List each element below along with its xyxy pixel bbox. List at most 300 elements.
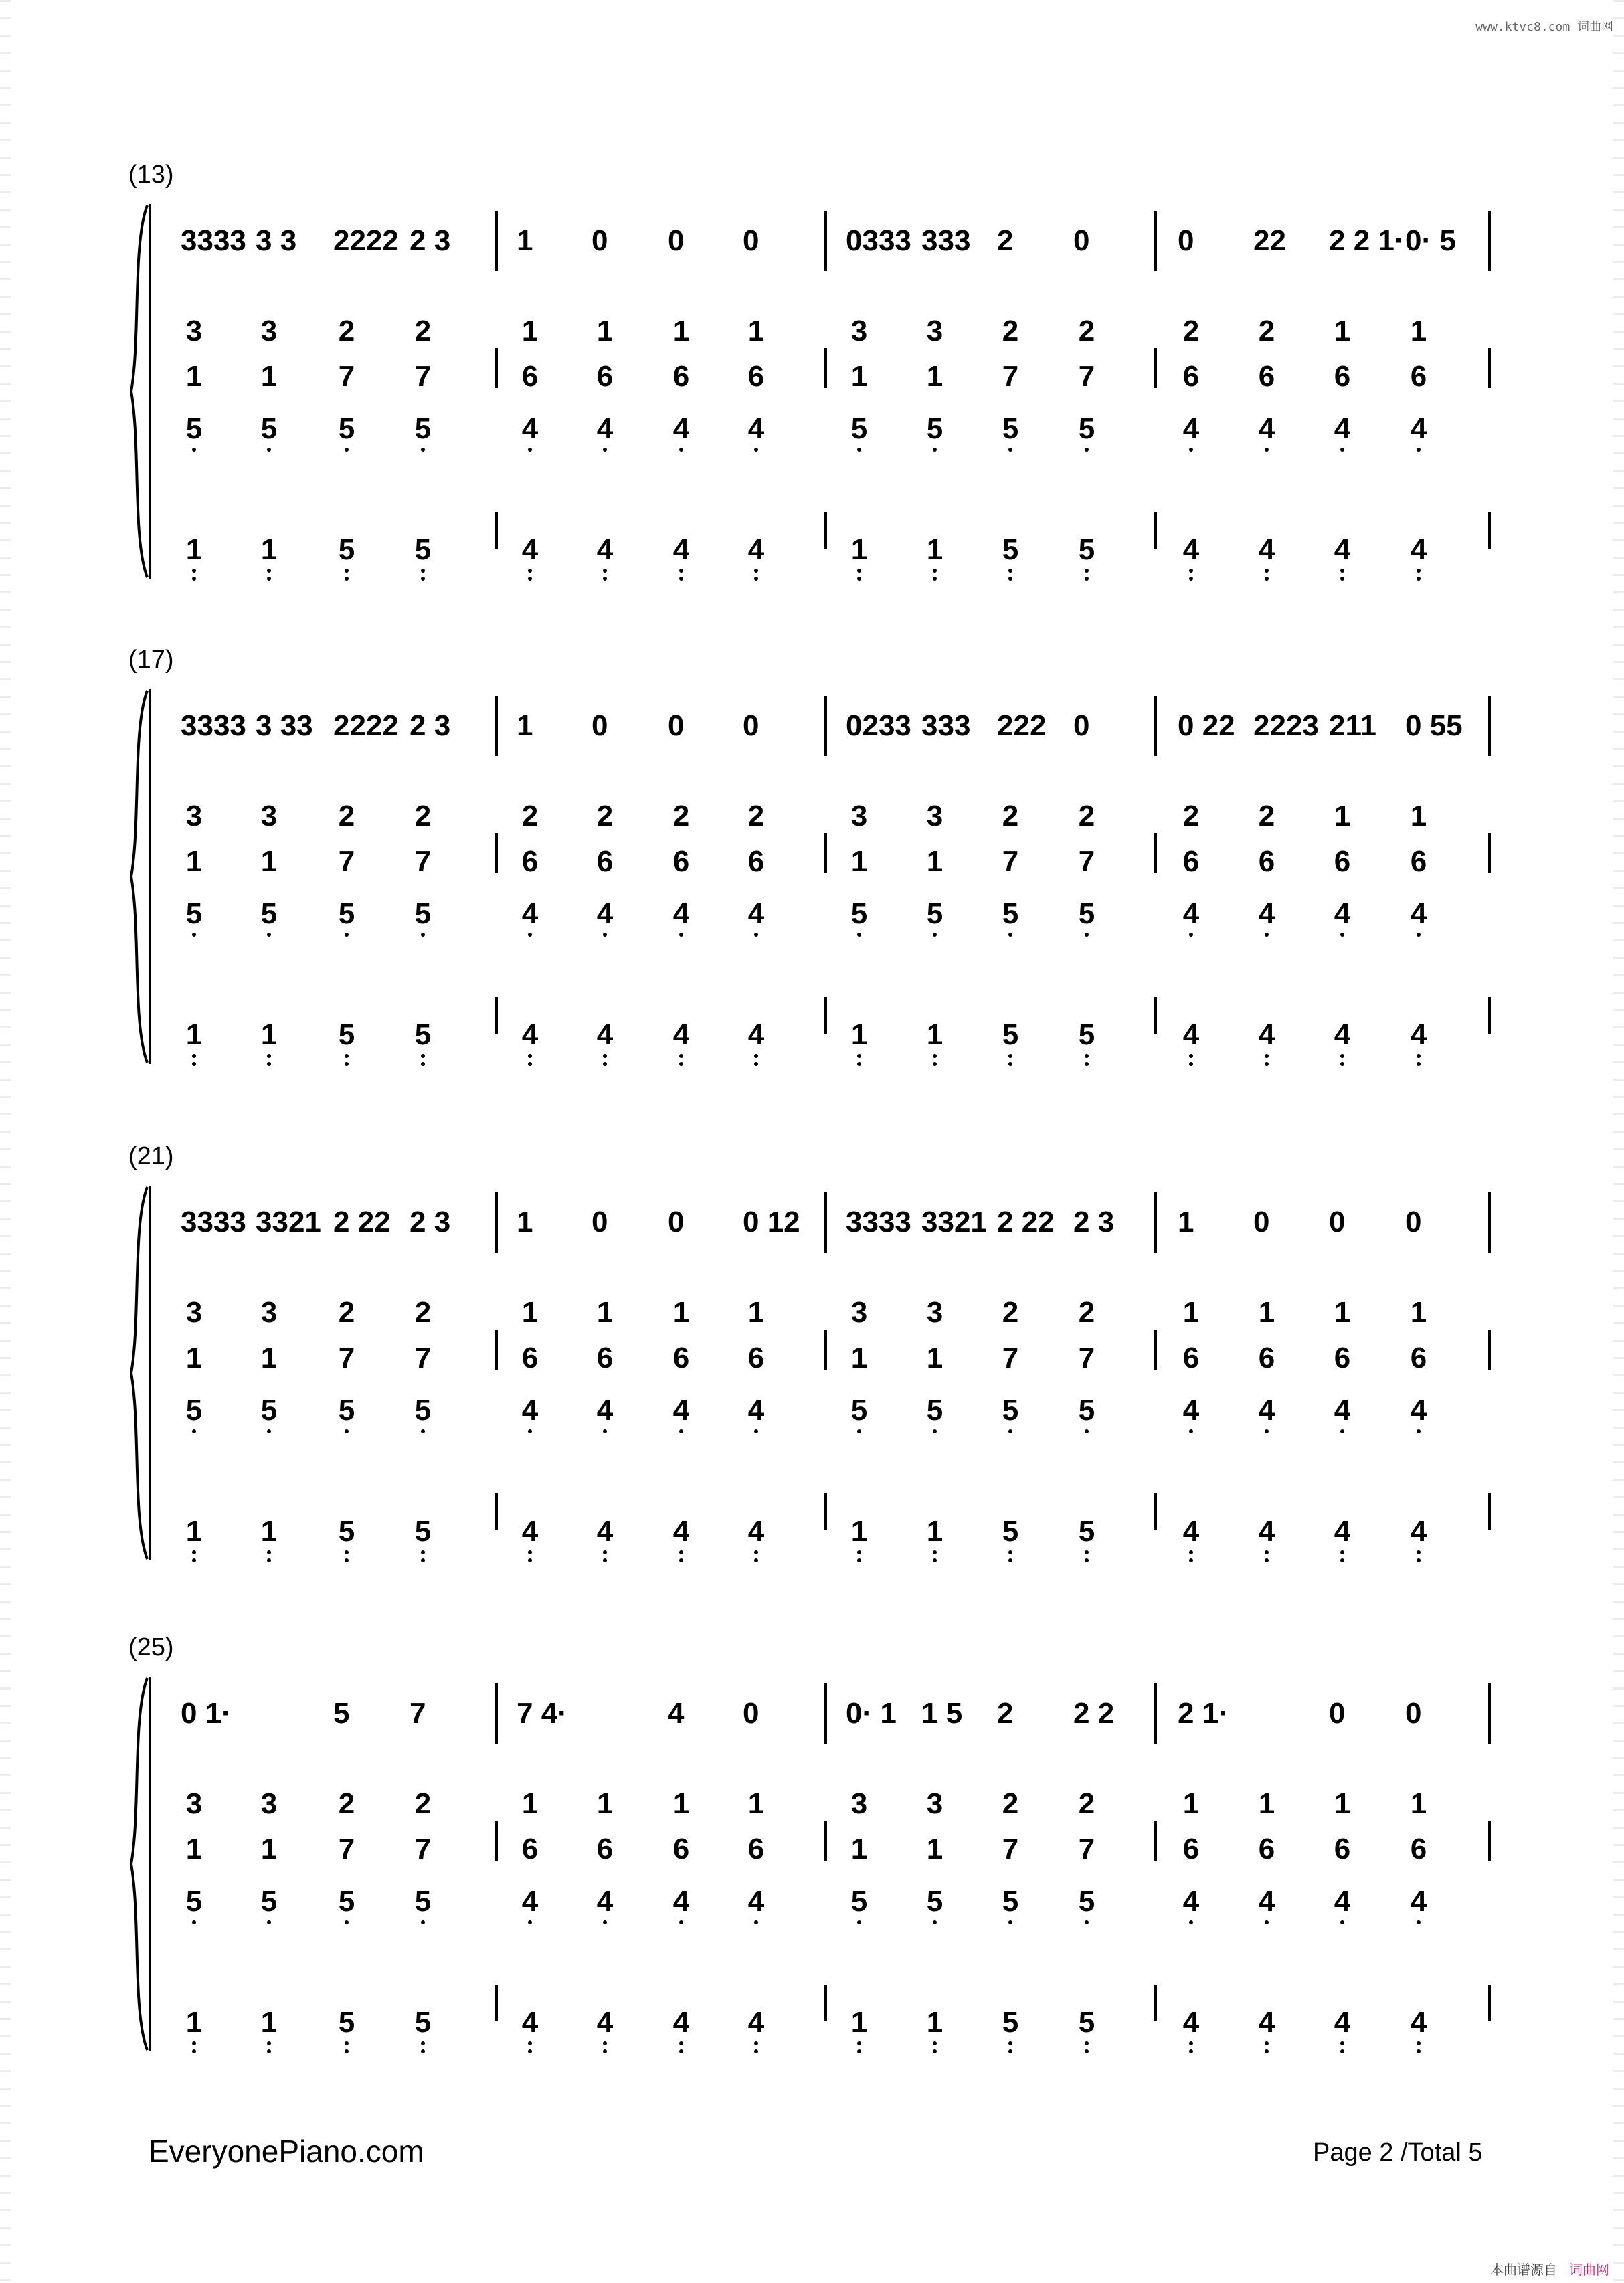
octave-dot [421, 933, 425, 937]
octave-dot [528, 1558, 532, 1562]
barline [824, 1192, 827, 1253]
octave-dot [754, 1558, 758, 1562]
chord_mid-note: 7 [1002, 1342, 1019, 1374]
octave-dot [1008, 1558, 1012, 1562]
barline [1154, 997, 1157, 1034]
chord_low-note: 5 [1002, 1394, 1019, 1427]
octave-dot [679, 933, 683, 937]
chord_low-note: 4 [1258, 412, 1275, 445]
chord_mid-note: 1 [850, 1342, 868, 1374]
melody-note: 0 [1405, 1697, 1422, 1730]
chord_top-note: 3 [260, 314, 278, 347]
octave-dot [421, 577, 425, 581]
chord_low-note: 4 [672, 897, 690, 930]
octave-dot [933, 2041, 937, 2045]
melody-note: 333 [921, 709, 971, 742]
barline [495, 211, 498, 271]
chord_mid-note: 6 [747, 1833, 765, 1865]
chord_top-note: 1 [1258, 1787, 1275, 1820]
octave-dot [679, 1429, 683, 1433]
melody-note: 222 [997, 709, 1047, 742]
octave-dot [1340, 1429, 1344, 1433]
octave-dot [267, 1920, 271, 1924]
bass-note: 4 [1182, 2006, 1200, 2039]
chord_low-note: 5 [926, 897, 943, 930]
octave-dot [933, 1429, 937, 1433]
octave-dot [933, 448, 937, 452]
bass-note: 4 [1334, 1018, 1351, 1051]
octave-dot [267, 2041, 271, 2045]
chord_top-note: 1 [596, 1787, 614, 1820]
chord_mid-note: 6 [1334, 1342, 1351, 1374]
octave-dot [1417, 1550, 1421, 1554]
bass-note: 4 [1258, 2006, 1275, 2039]
bass-note: 5 [1078, 533, 1095, 566]
chord_low-note: 4 [1258, 897, 1275, 930]
bass-note: 1 [260, 1515, 278, 1548]
chord_low-note: 5 [1078, 1394, 1095, 1427]
octave-dot [192, 569, 196, 573]
octave-dot [603, 1429, 607, 1433]
barline [495, 1493, 498, 1530]
barline [495, 1192, 498, 1253]
octave-dot [754, 2049, 758, 2053]
bass-note: 5 [338, 533, 355, 566]
octave-dot [679, 1920, 683, 1924]
bass-note: 4 [1182, 1515, 1200, 1548]
melody-note: 2 [997, 1697, 1014, 1730]
octave-dot [1340, 1054, 1344, 1058]
bass-note: 5 [338, 1018, 355, 1051]
chord_mid-note: 6 [672, 1833, 690, 1865]
bass-note: 1 [850, 1018, 868, 1051]
bottom-watermark [1490, 2259, 1609, 2278]
octave-dot [528, 1429, 532, 1433]
barline [495, 696, 498, 756]
bass-note: 4 [1334, 533, 1351, 566]
melody-note: 0· 5 [1405, 224, 1456, 257]
octave-dot [345, 2041, 349, 2045]
octave-dot [528, 933, 532, 937]
melody-note: 1 [1178, 1206, 1194, 1239]
octave-dot [1417, 1920, 1421, 1924]
octave-dot [345, 1920, 349, 1924]
barline [1154, 696, 1157, 756]
chord_low-note: 5 [1078, 412, 1095, 445]
octave-dot [1265, 933, 1269, 937]
melody-note: 0 [592, 709, 608, 742]
octave-dot [421, 448, 425, 452]
chord_mid-note: 1 [926, 1833, 943, 1865]
chord_top-note: 2 [1078, 800, 1095, 832]
barline [495, 1985, 498, 2021]
chord_mid-note: 7 [414, 845, 432, 878]
octave-dot [1417, 577, 1421, 581]
octave-dot [754, 933, 758, 937]
octave-dot [528, 1550, 532, 1554]
chord_top-note: 1 [747, 314, 765, 347]
chord_top-note: 2 [338, 1787, 355, 1820]
octave-dot [1340, 1550, 1344, 1554]
octave-dot [267, 577, 271, 581]
top-watermark: www.ktvc8.com 词曲网 [1475, 20, 1613, 34]
bass-note: 4 [1334, 1515, 1351, 1548]
chord_mid-note: 6 [1182, 1833, 1200, 1865]
octave-dot [1008, 1920, 1012, 1924]
octave-dot [933, 577, 937, 581]
melody-note: 2 [997, 224, 1014, 257]
melody-note: 0 [1329, 1697, 1346, 1730]
bass-note: 4 [596, 533, 614, 566]
bass-note: 5 [414, 2006, 432, 2039]
chord_low-note: 4 [1410, 412, 1427, 445]
octave-dot [679, 1054, 683, 1058]
bass-note: 1 [260, 533, 278, 566]
octave-dot [857, 1558, 861, 1562]
bottom-watermark-right: 词曲网 [1569, 2263, 1609, 2278]
octave-dot [1265, 569, 1269, 573]
octave-dot [192, 933, 196, 937]
octave-dot [1008, 569, 1012, 573]
chord_low-note: 5 [850, 1885, 868, 1918]
barline [824, 997, 827, 1034]
melody-note: 0· 1 [846, 1697, 897, 1730]
barline [495, 1821, 498, 1861]
bass-note: 1 [260, 1018, 278, 1051]
chord_top-note: 1 [747, 1787, 765, 1820]
chord_low-note: 5 [338, 412, 355, 445]
octave-dot [754, 448, 758, 452]
chord_mid-note: 1 [926, 845, 943, 878]
chord_mid-note: 6 [596, 360, 614, 393]
chord_low-note: 4 [747, 412, 765, 445]
chord_low-note: 5 [185, 897, 203, 930]
barline [824, 211, 827, 271]
chord_top-note: 2 [338, 800, 355, 832]
chord_top-note: 2 [414, 1296, 432, 1329]
chord_mid-note: 6 [521, 360, 539, 393]
barline [1488, 1821, 1491, 1861]
chord_top-note: 3 [185, 1296, 203, 1329]
octave-dot [933, 1062, 937, 1066]
chord_mid-note: 6 [1410, 1833, 1427, 1865]
melody-note: 2 3 [410, 709, 451, 742]
chord_mid-note: 7 [1002, 845, 1019, 878]
octave-dot [528, 1062, 532, 1066]
chord_low-note: 4 [747, 897, 765, 930]
chord_mid-note: 6 [672, 1342, 690, 1374]
chord_low-note: 5 [260, 1885, 278, 1918]
melody-note: 3333 [181, 1206, 246, 1239]
octave-dot [1085, 1550, 1089, 1554]
melody-note: 211 [1329, 709, 1376, 742]
chord_mid-note: 1 [185, 360, 203, 393]
chord_mid-note: 6 [1410, 845, 1427, 878]
octave-dot [1265, 577, 1269, 581]
chord_low-note: 5 [1078, 897, 1095, 930]
melody-note: 7 4· [517, 1697, 567, 1730]
barline [495, 997, 498, 1034]
octave-dot [267, 933, 271, 937]
chord_top-note: 3 [926, 800, 943, 832]
chord_mid-note: 6 [1334, 1833, 1351, 1865]
barline [1154, 1683, 1157, 1744]
melody-note: 333 [921, 224, 971, 257]
melody-note: 7 [410, 1697, 426, 1730]
octave-dot [1189, 1550, 1193, 1554]
chord_low-note: 5 [1002, 897, 1019, 930]
bass-note: 5 [338, 1515, 355, 1548]
octave-dot [1189, 1558, 1193, 1562]
chord_low-note: 5 [414, 1394, 432, 1427]
octave-dot [1417, 1062, 1421, 1066]
octave-dot [857, 933, 861, 937]
bass-note: 1 [260, 2006, 278, 2039]
octave-dot [1008, 933, 1012, 937]
chord_low-note: 5 [414, 897, 432, 930]
chord_top-note: 1 [1410, 1787, 1427, 1820]
octave-dot [1340, 2049, 1344, 2053]
octave-dot [603, 1558, 607, 1562]
barline [1488, 1683, 1491, 1744]
chord_low-note: 5 [338, 1885, 355, 1918]
bass-note: 4 [1258, 1515, 1275, 1548]
chord_low-note: 4 [1258, 1885, 1275, 1918]
chord_low-note: 4 [672, 412, 690, 445]
bass-note: 1 [850, 1515, 868, 1548]
melody-note: 4 [668, 1697, 685, 1730]
chord_top-note: 2 [338, 314, 355, 347]
system [0, 1633, 1624, 2065]
octave-dot [1265, 1558, 1269, 1562]
octave-dot [192, 448, 196, 452]
measure-number: (17) [128, 646, 174, 674]
system-brace [127, 689, 154, 1064]
chord_low-note: 4 [1334, 897, 1351, 930]
chord_low-note: 5 [850, 412, 868, 445]
melody-note: 0 [668, 709, 685, 742]
chord_mid-note: 1 [850, 360, 868, 393]
chord_top-note: 1 [1410, 800, 1427, 832]
octave-dot [1189, 577, 1193, 581]
chord_top-note: 3 [185, 1787, 203, 1820]
octave-dot [1265, 2041, 1269, 2045]
melody-note: 2 3 [1073, 1206, 1115, 1239]
chord_top-note: 1 [1410, 314, 1427, 347]
chord_top-note: 1 [521, 314, 539, 347]
chord_low-note: 4 [672, 1885, 690, 1918]
octave-dot [679, 577, 683, 581]
octave-dot [1189, 1062, 1193, 1066]
octave-dot [754, 1429, 758, 1433]
chord_top-note: 1 [1410, 1296, 1427, 1329]
chord_low-note: 4 [596, 1394, 614, 1427]
bass-note: 1 [926, 1515, 943, 1548]
melody-note: 2 1· [1178, 1697, 1229, 1730]
melody-note: 0 55 [1405, 709, 1463, 742]
chord_top-note: 3 [926, 314, 943, 347]
barline [1154, 512, 1157, 549]
octave-dot [1189, 933, 1193, 937]
bass-note: 1 [185, 1515, 203, 1548]
chord_low-note: 4 [1410, 1885, 1427, 1918]
octave-dot [345, 1429, 349, 1433]
octave-dot [754, 1062, 758, 1066]
octave-dot [1417, 2041, 1421, 2045]
measure-number: (25) [128, 1633, 174, 1661]
octave-dot [1340, 569, 1344, 573]
barline [1154, 348, 1157, 388]
octave-dot [345, 1550, 349, 1554]
chord_top-note: 1 [1334, 1296, 1351, 1329]
chord_mid-note: 1 [185, 1833, 203, 1865]
melody-note: 0 [592, 1206, 608, 1239]
chord_mid-note: 6 [596, 1833, 614, 1865]
melody-note: 5 [333, 1697, 350, 1730]
octave-dot [421, 1550, 425, 1554]
chord_mid-note: 1 [185, 845, 203, 878]
chord_low-note: 5 [1002, 1885, 1019, 1918]
octave-dot [1189, 2049, 1193, 2053]
octave-dot [192, 577, 196, 581]
octave-dot [857, 448, 861, 452]
system [0, 646, 1624, 1077]
bass-note: 5 [338, 2006, 355, 2039]
bass-note: 4 [521, 1018, 539, 1051]
octave-dot [1008, 1062, 1012, 1066]
octave-dot [267, 1062, 271, 1066]
octave-dot [857, 2049, 861, 2053]
octave-dot [528, 1920, 532, 1924]
bass-note: 1 [185, 533, 203, 566]
octave-dot [1417, 1558, 1421, 1562]
octave-dot [857, 1062, 861, 1066]
bottom-watermark-left: 本曲谱源自 [1490, 2263, 1557, 2278]
chord_mid-note: 6 [747, 360, 765, 393]
octave-dot [1008, 1429, 1012, 1433]
chord_mid-note: 6 [1258, 1342, 1275, 1374]
chord_top-note: 2 [747, 800, 765, 832]
system [0, 1142, 1624, 1574]
melody-note: 3333 [181, 224, 246, 257]
chord_top-note: 3 [926, 1787, 943, 1820]
octave-dot [933, 1550, 937, 1554]
octave-dot [421, 1054, 425, 1058]
chord_top-note: 1 [672, 1296, 690, 1329]
chord_mid-note: 7 [1078, 360, 1095, 393]
chord_mid-note: 7 [414, 1833, 432, 1865]
chord_top-note: 1 [747, 1296, 765, 1329]
octave-dot [679, 1062, 683, 1066]
octave-dot [603, 1062, 607, 1066]
bass-note: 5 [1002, 1515, 1019, 1548]
barline [824, 696, 827, 756]
octave-dot [857, 569, 861, 573]
octave-dot [1417, 2049, 1421, 2053]
chord_top-note: 3 [926, 1296, 943, 1329]
octave-dot [603, 933, 607, 937]
chord_low-note: 4 [521, 897, 539, 930]
octave-dot [421, 1920, 425, 1924]
octave-dot [1008, 2041, 1012, 2045]
melody-note: 0 1· [181, 1697, 232, 1730]
chord_top-note: 1 [1334, 314, 1351, 347]
octave-dot [1085, 1429, 1089, 1433]
melody-note: 3333 [846, 1206, 911, 1239]
chord_mid-note: 7 [338, 1342, 355, 1374]
octave-dot [528, 448, 532, 452]
chord_top-note: 2 [1002, 1787, 1019, 1820]
octave-dot [345, 2049, 349, 2053]
octave-dot [1340, 1062, 1344, 1066]
barline [495, 512, 498, 549]
chord_low-note: 5 [926, 1885, 943, 1918]
octave-dot [528, 2049, 532, 2053]
melody-note: 0333 [846, 224, 911, 257]
octave-dot [754, 569, 758, 573]
octave-dot [345, 1558, 349, 1562]
octave-dot [754, 1054, 758, 1058]
octave-dot [1265, 1062, 1269, 1066]
bass-note: 4 [672, 2006, 690, 2039]
chord_top-note: 1 [1334, 1787, 1351, 1820]
melody-note: 0 [1405, 1206, 1422, 1239]
chord_mid-note: 1 [850, 1833, 868, 1865]
octave-dot [1085, 1054, 1089, 1058]
octave-dot [857, 1920, 861, 1924]
barline [824, 1683, 827, 1744]
chord_top-note: 2 [1078, 1296, 1095, 1329]
bass-note: 1 [926, 1018, 943, 1051]
bass-note: 4 [672, 1018, 690, 1051]
chord_mid-note: 1 [926, 360, 943, 393]
octave-dot [1008, 2049, 1012, 2053]
chord_mid-note: 6 [1258, 845, 1275, 878]
melody-note: 0 22 [1178, 709, 1235, 742]
octave-dot [192, 2041, 196, 2045]
octave-dot [1085, 2041, 1089, 2045]
chord_mid-note: 6 [1334, 360, 1351, 393]
barline [495, 348, 498, 388]
melody-note: 0 12 [743, 1206, 800, 1239]
chord_top-note: 2 [414, 1787, 432, 1820]
chord_low-note: 4 [1334, 1394, 1351, 1427]
chord_mid-note: 6 [1334, 845, 1351, 878]
chord_mid-note: 1 [260, 1342, 278, 1374]
barline [824, 1985, 827, 2021]
chord_low-note: 4 [1258, 1394, 1275, 1427]
octave-dot [421, 1558, 425, 1562]
bass-note: 1 [185, 1018, 203, 1051]
barline [824, 833, 827, 873]
chord_mid-note: 6 [1410, 360, 1427, 393]
octave-dot [603, 1054, 607, 1058]
chord_mid-note: 6 [521, 1833, 539, 1865]
barline [1154, 1493, 1157, 1530]
chord_low-note: 4 [1410, 1394, 1427, 1427]
octave-dot [528, 2041, 532, 2045]
chord_mid-note: 7 [338, 1833, 355, 1865]
melody-note: 0 [1178, 224, 1194, 257]
bass-note: 4 [1182, 533, 1200, 566]
bass-note: 4 [672, 533, 690, 566]
octave-dot [679, 1550, 683, 1554]
barline [1154, 833, 1157, 873]
chord_top-note: 3 [850, 1787, 868, 1820]
melody-note: 3321 [256, 1206, 321, 1239]
octave-dot [1417, 569, 1421, 573]
octave-dot [1085, 1920, 1089, 1924]
